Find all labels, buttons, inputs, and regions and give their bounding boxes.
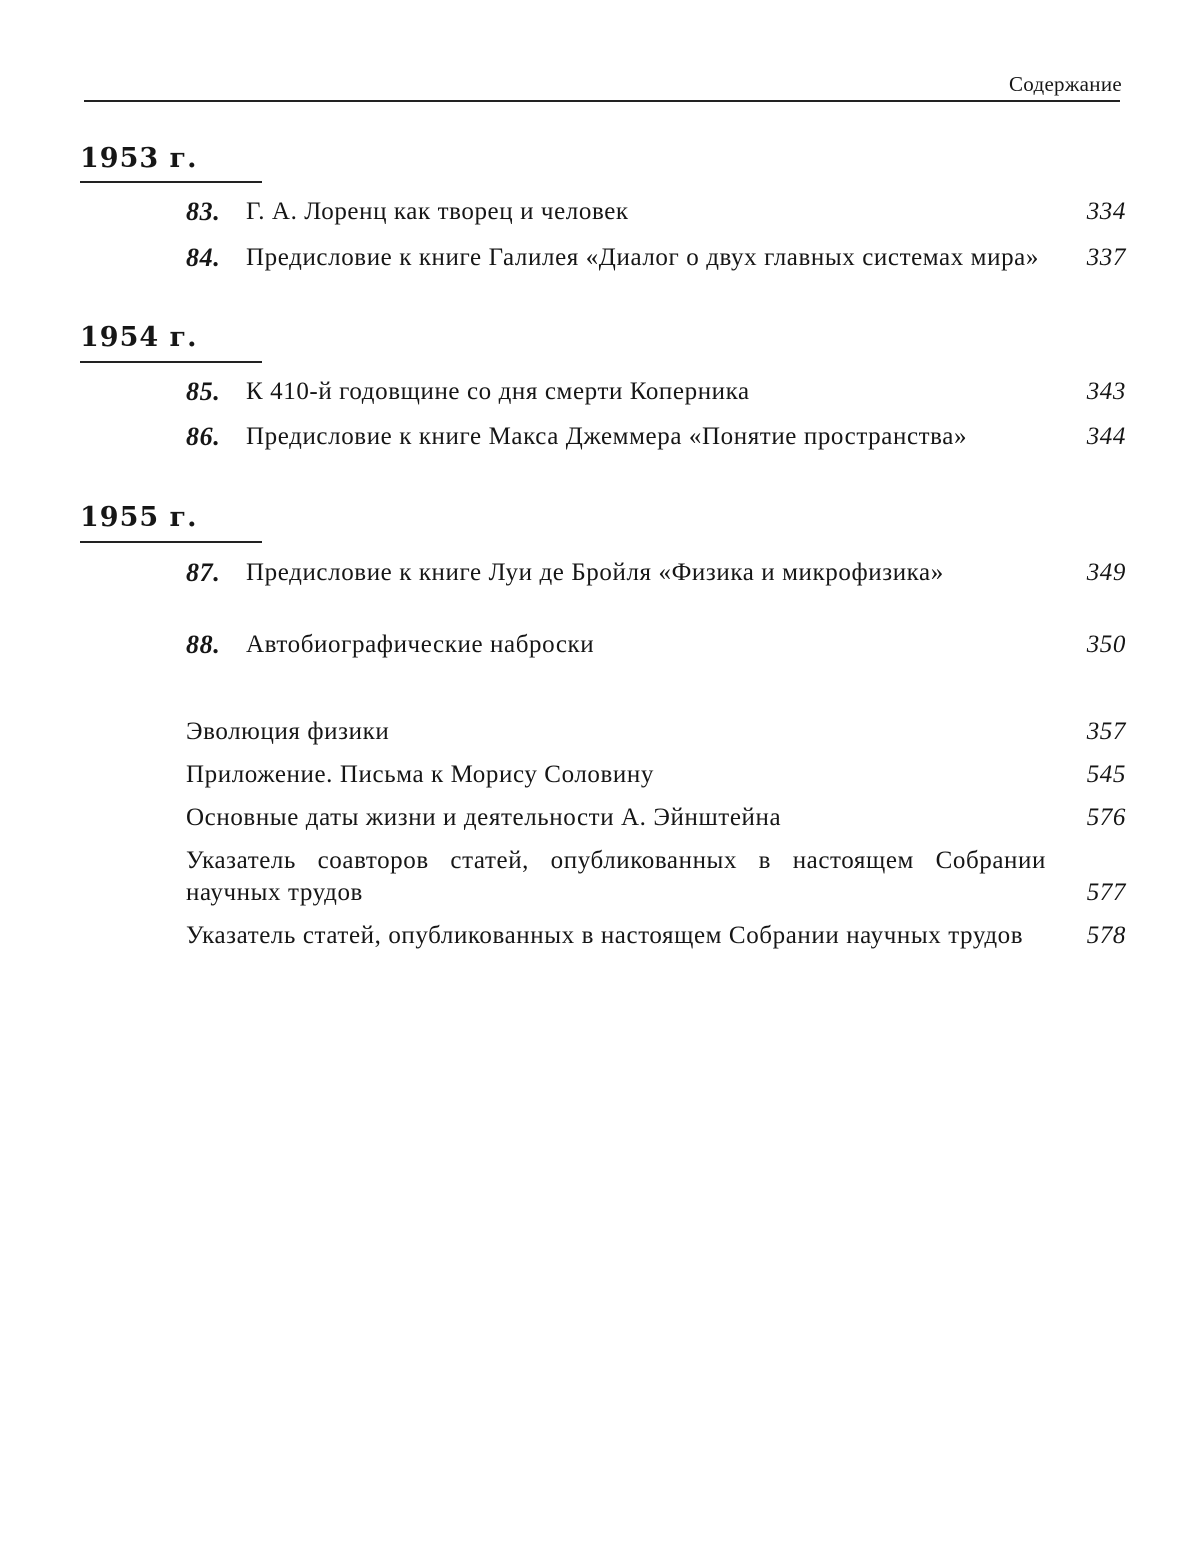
entry-title: Предисловие к книге Галилея «Диалог о двух главных системах мира» xyxy=(246,244,1039,271)
toc-entry-83[interactable] xyxy=(186,196,1126,228)
year-rule-1954 xyxy=(80,361,262,363)
entry-title: Предисловие к книге Макса Джеммера «Понятие пространства» xyxy=(246,423,968,450)
toc-entry-87[interactable] xyxy=(186,557,1126,589)
appendix-title: Указатель соавторов статей, опубликованных в настоящем Собрании научных трудов xyxy=(186,847,1046,906)
entry-title: К 410-й годовщине со дня смерти Коперника xyxy=(246,378,750,405)
entry-number: 88. xyxy=(186,630,221,659)
toc-appendix-article-index[interactable] xyxy=(186,920,1126,952)
year-heading-1954: 1954 г. xyxy=(80,322,198,353)
toc-entry-84[interactable] xyxy=(186,242,1126,274)
toc-entry-86[interactable] xyxy=(186,421,1126,453)
appendix-page-number: 578 xyxy=(1086,922,1126,949)
appendix-page-number: 357 xyxy=(1086,718,1126,745)
toc-appendix-dates[interactable] xyxy=(186,802,1126,834)
entry-page-number: 344 xyxy=(1086,423,1126,450)
toc-entry-85[interactable] xyxy=(186,376,1126,408)
entry-page-number: 350 xyxy=(1086,631,1126,658)
toc-entry-88[interactable] xyxy=(186,629,1126,661)
toc-appendix-evolution[interactable] xyxy=(186,716,1126,748)
entry-number: 87. xyxy=(186,558,221,587)
entry-number: 84. xyxy=(186,243,221,272)
entry-page-number: 334 xyxy=(1086,198,1126,225)
year-heading-1955: 1955 г. xyxy=(80,502,198,533)
entry-page-number: 343 xyxy=(1086,378,1126,405)
appendix-page-number: 577 xyxy=(1086,879,1126,906)
year-rule-1955 xyxy=(80,541,262,543)
appendix-title: Приложение. Письма к Морису Соловину xyxy=(186,761,654,788)
entry-title: Г. А. Лоренц как творец и человек xyxy=(246,198,629,225)
entry-number: 85. xyxy=(186,377,221,406)
toc-appendix-coauthor-index[interactable] xyxy=(186,845,1126,909)
appendix-page-number: 576 xyxy=(1086,804,1126,831)
appendix-title: Эволюция физики xyxy=(186,718,390,745)
running-head-title: Содержание xyxy=(1008,72,1122,96)
entry-title: Предисловие к книге Луи де Бройля «Физика и микрофизика» xyxy=(246,559,944,586)
header-rule xyxy=(84,100,1120,102)
appendix-page-number: 545 xyxy=(1086,761,1126,788)
year-rule-1953 xyxy=(80,181,262,183)
toc-appendix-letters[interactable] xyxy=(186,759,1126,791)
entry-page-number: 349 xyxy=(1086,559,1126,586)
year-heading-1953: 1953 г. xyxy=(80,143,198,174)
appendix-title: Основные даты жизни и деятельности А. Эйнштейна xyxy=(186,804,782,831)
entry-page-number: 337 xyxy=(1086,244,1126,271)
entry-number: 83. xyxy=(186,197,221,226)
appendix-title: Указатель статей, опубликованных в настоящем Собрании научных трудов xyxy=(186,922,1024,949)
entry-number: 86. xyxy=(186,422,221,451)
entry-title: Автобиографические наброски xyxy=(246,631,595,658)
